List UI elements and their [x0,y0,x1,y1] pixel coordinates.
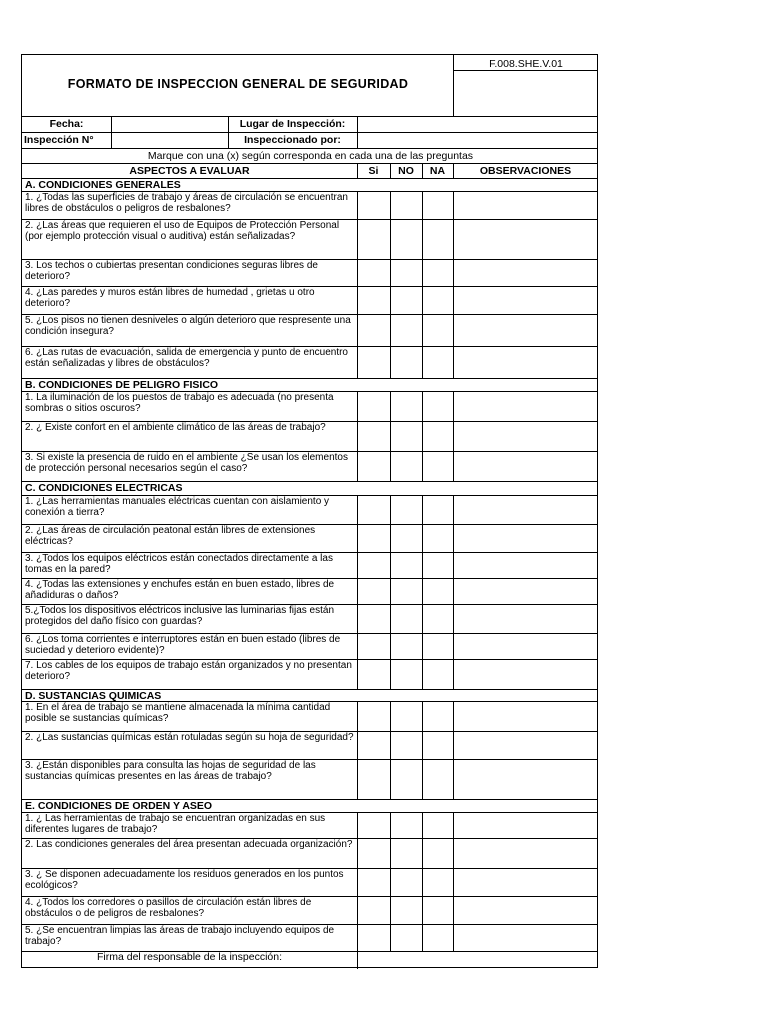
observaciones-cell[interactable] [454,392,598,421]
col-aspectos: ASPECTOS A EVALUAR [129,165,250,177]
no-cell[interactable] [391,660,422,689]
column-line [390,391,391,481]
na-cell[interactable] [423,813,453,838]
no-cell[interactable] [391,192,422,219]
no-cell[interactable] [391,634,422,659]
signature-field[interactable] [358,949,597,967]
na-cell[interactable] [423,347,453,378]
instruction-text: Marque con una (x) según corresponda en cada una de las preguntas [147,150,474,162]
no-cell[interactable] [391,605,422,633]
column-line [453,701,454,799]
col-observaciones: OBSERVACIONES [479,165,572,177]
si-cell[interactable] [358,869,390,896]
question-text: 2. ¿ Existe confort en el ambiente climático de las áreas de trabajo? [25,422,326,433]
question-text: 1. La iluminación de los puestos de trabajo es adecuada (no presenta sombras o sitios oscuros? [25,392,334,414]
section-title: C. CONDICIONES ELECTRICAS [25,482,183,494]
si-cell[interactable] [358,192,390,219]
si-cell[interactable] [358,839,390,868]
observaciones-cell[interactable] [454,634,598,659]
no-cell[interactable] [391,579,422,604]
column-line [357,495,358,689]
inspeccion-label: Inspección N° [24,134,94,146]
question-text: 6. ¿Los toma corrientes e interruptores están en buen estado (libres de suciedad y deterioro evidente)? [25,634,341,656]
lugar-label: Lugar de Inspección: [239,118,346,130]
si-cell[interactable] [358,347,390,378]
observaciones-cell[interactable] [454,220,598,259]
observaciones-cell[interactable] [454,813,598,838]
no-cell[interactable] [391,347,422,378]
na-cell[interactable] [423,422,453,451]
na-cell[interactable] [423,452,453,481]
column-line [390,495,391,689]
question-text: 5.¿Todos los dispositivos eléctricos inclusive las luminarias fijas están protegidos del daño físico con guardas? [25,605,335,627]
no-cell[interactable] [391,760,422,799]
no-cell[interactable] [391,702,422,731]
si-cell[interactable] [358,925,390,951]
question-text: 4. ¿Las paredes y muros están libres de humedad , grietas u otro deterioro? [25,287,315,309]
si-cell[interactable] [358,260,390,286]
si-cell[interactable] [358,287,390,314]
na-cell[interactable] [423,260,453,286]
code-underline [453,70,597,71]
column-line [453,191,454,378]
no-cell[interactable] [391,392,422,421]
observaciones-cell[interactable] [454,260,598,286]
si-cell[interactable] [358,315,390,346]
form-title: FORMATO DE INSPECCION GENERAL DE SEGURIDAD [67,77,409,91]
column-line [422,495,423,689]
section-title: A. CONDICIONES GENERALES [25,179,181,191]
no-cell[interactable] [391,553,422,578]
question-text: 1. ¿Las herramientas manuales eléctricas cuentan con aislamiento y conexión a tierra? [25,496,330,518]
no-cell[interactable] [391,525,422,552]
observaciones-cell[interactable] [454,422,598,451]
column-line [357,701,358,799]
na-cell[interactable] [423,605,453,633]
inspection-form [21,54,598,968]
observaciones-cell[interactable] [454,839,598,868]
observaciones-cell[interactable] [454,315,598,346]
observaciones-cell[interactable] [454,702,598,731]
instruction-line [22,163,597,164]
column-line [422,701,423,799]
col-na: NA [429,165,446,177]
si-cell[interactable] [358,760,390,799]
question-text: 3. ¿Todos los equipos eléctricos están conectados directamente a las tomas en la pared? [25,553,333,575]
column-line [422,191,423,378]
question-text: 2. ¿Las sustancias químicas están rotuladas según su hoja de seguridad? [25,732,354,743]
question-text: 3. Si existe la presencia de ruido en el ambiente ¿Se usan los elementos de protección personal necesarios según el caso? [25,452,348,474]
inspeccionado-field[interactable] [358,133,597,147]
observaciones-cell[interactable] [454,496,598,524]
lugar-field[interactable] [358,117,597,131]
si-cell[interactable] [358,732,390,759]
na-cell[interactable] [423,732,453,759]
observaciones-cell[interactable] [454,869,598,896]
si-cell[interactable] [358,452,390,481]
question-text: 3. ¿ Se disponen adecuadamente los residuos generados en los puntos ecológicos? [25,869,344,891]
observaciones-cell[interactable] [454,579,598,604]
no-cell[interactable] [391,287,422,314]
question-text: 3. ¿Están disponibles para consulta las hojas de seguridad de las sustancias químicas presentes en las áreas de trabajo? [25,760,316,782]
no-cell[interactable] [391,925,422,951]
column-line [390,812,391,951]
column-line [390,701,391,799]
header-column-line [390,163,391,178]
na-cell[interactable] [423,496,453,524]
na-cell[interactable] [423,925,453,951]
inspeccion-field[interactable] [112,133,227,147]
question-text: 1. ¿ Las herramientas de trabajo se encuentran organizadas en sus diferentes lugares de trabajo? [25,813,326,835]
na-cell[interactable] [423,525,453,552]
si-cell[interactable] [358,897,390,924]
no-cell[interactable] [391,315,422,346]
observaciones-cell[interactable] [454,347,598,378]
question-text: 1. En el área de trabajo se mantiene almacenada la mínima cantidad posible se sustancias químicas? [25,702,331,724]
column-line [422,391,423,481]
header-column-line [453,163,454,178]
no-cell[interactable] [391,220,422,259]
si-cell[interactable] [358,496,390,524]
no-cell[interactable] [391,452,422,481]
si-cell[interactable] [358,525,390,552]
si-cell[interactable] [358,553,390,578]
observaciones-cell[interactable] [454,760,598,799]
column-line [357,391,358,481]
na-cell[interactable] [423,660,453,689]
na-cell[interactable] [423,579,453,604]
si-cell[interactable] [358,660,390,689]
question-text: 2. ¿Las áreas que requieren el uso de Equipos de Protección Personal (por ejemplo protección visual o auditiva) están señalizadas? [25,220,340,242]
na-cell[interactable] [423,392,453,421]
si-cell[interactable] [358,605,390,633]
si-cell[interactable] [358,579,390,604]
observaciones-cell[interactable] [454,897,598,924]
question-text: 5. ¿Se encuentran limpias las áreas de trabajo incluyendo equipos de trabajo? [25,925,335,947]
na-cell[interactable] [423,839,453,868]
question-text: 1. ¿Todas las superficies de trabajo y áreas de circulación se encuentran libres de obstáculos o peligros de resbalones? [25,192,348,214]
na-cell[interactable] [423,192,453,219]
observaciones-cell[interactable] [454,553,598,578]
column-line [357,812,358,951]
no-cell[interactable] [391,839,422,868]
fecha-field[interactable] [112,117,227,131]
si-cell[interactable] [358,392,390,421]
header-column-line [422,163,423,178]
no-cell[interactable] [391,869,422,896]
observaciones-cell[interactable] [454,660,598,689]
header-column-line [357,163,358,178]
no-cell[interactable] [391,813,422,838]
section-title: B. CONDICIONES DE PELIGRO FISICO [25,379,219,391]
na-cell[interactable] [423,869,453,896]
inspeccionado-label: Inspeccionado por: [244,134,341,146]
column-line [453,495,454,689]
column-line [422,812,423,951]
na-cell[interactable] [423,702,453,731]
column-line [453,391,454,481]
question-text: 6. ¿Las rutas de evacuación, salida de emergencia y punto de encuentro están señalizadas y libres de obstáculos? [25,347,348,369]
na-cell[interactable] [423,287,453,314]
observaciones-cell[interactable] [454,925,598,951]
na-cell[interactable] [423,220,453,259]
question-text: 4. ¿Todas las extensiones y enchufes están en buen estado, libres de añadiduras o daños? [25,579,335,601]
col-no: NO [398,165,414,177]
column-line [453,812,454,951]
signature-label: Firma del responsable de la inspección: [96,951,283,963]
info-bottom-line [22,148,597,149]
form-code: F.008.SHE.V.01 [489,58,563,70]
no-cell[interactable] [391,260,422,286]
observaciones-cell[interactable] [454,605,598,633]
question-text: 7. Los cables de los equipos de trabajo están organizados y no presentan deterioro? [25,660,352,682]
si-cell[interactable] [358,702,390,731]
question-text: 4. ¿Todos los corredores o pasillos de circulación están libres de obstáculos o de peligros de resbalones? [25,897,312,919]
question-text: 2. ¿Las áreas de circulación peatonal están libres de extensiones eléctricas? [25,525,316,547]
si-cell[interactable] [358,422,390,451]
question-text: 5. ¿Los pisos no tienen desniveles o algún deterioro que respresente una condición insegura? [25,315,351,337]
observaciones-cell[interactable] [454,287,598,314]
column-line [390,191,391,378]
fecha-label: Fecha: [49,118,84,130]
observaciones-cell[interactable] [454,525,598,552]
na-cell[interactable] [423,634,453,659]
na-cell[interactable] [423,897,453,924]
no-cell[interactable] [391,897,422,924]
si-cell[interactable] [358,813,390,838]
si-cell[interactable] [358,634,390,659]
section-title: E. CONDICIONES DE ORDEN Y ASEO [25,800,213,812]
col-si: Si [368,165,379,177]
question-text: 2. Las condiciones generales del área presentan adecuada organización? [25,839,353,850]
observaciones-cell[interactable] [454,192,598,219]
section-title: D. SUSTANCIAS QUIMICAS [25,690,162,702]
no-cell[interactable] [391,422,422,451]
si-cell[interactable] [358,220,390,259]
observaciones-cell[interactable] [454,732,598,759]
no-cell[interactable] [391,732,422,759]
column-line [357,191,358,378]
no-cell[interactable] [391,496,422,524]
na-cell[interactable] [423,760,453,799]
na-cell[interactable] [423,315,453,346]
na-cell[interactable] [423,553,453,578]
observaciones-cell[interactable] [454,452,598,481]
question-text: 3. Los techos o cubiertas presentan condiciones seguras libres de deterioro? [25,260,318,282]
